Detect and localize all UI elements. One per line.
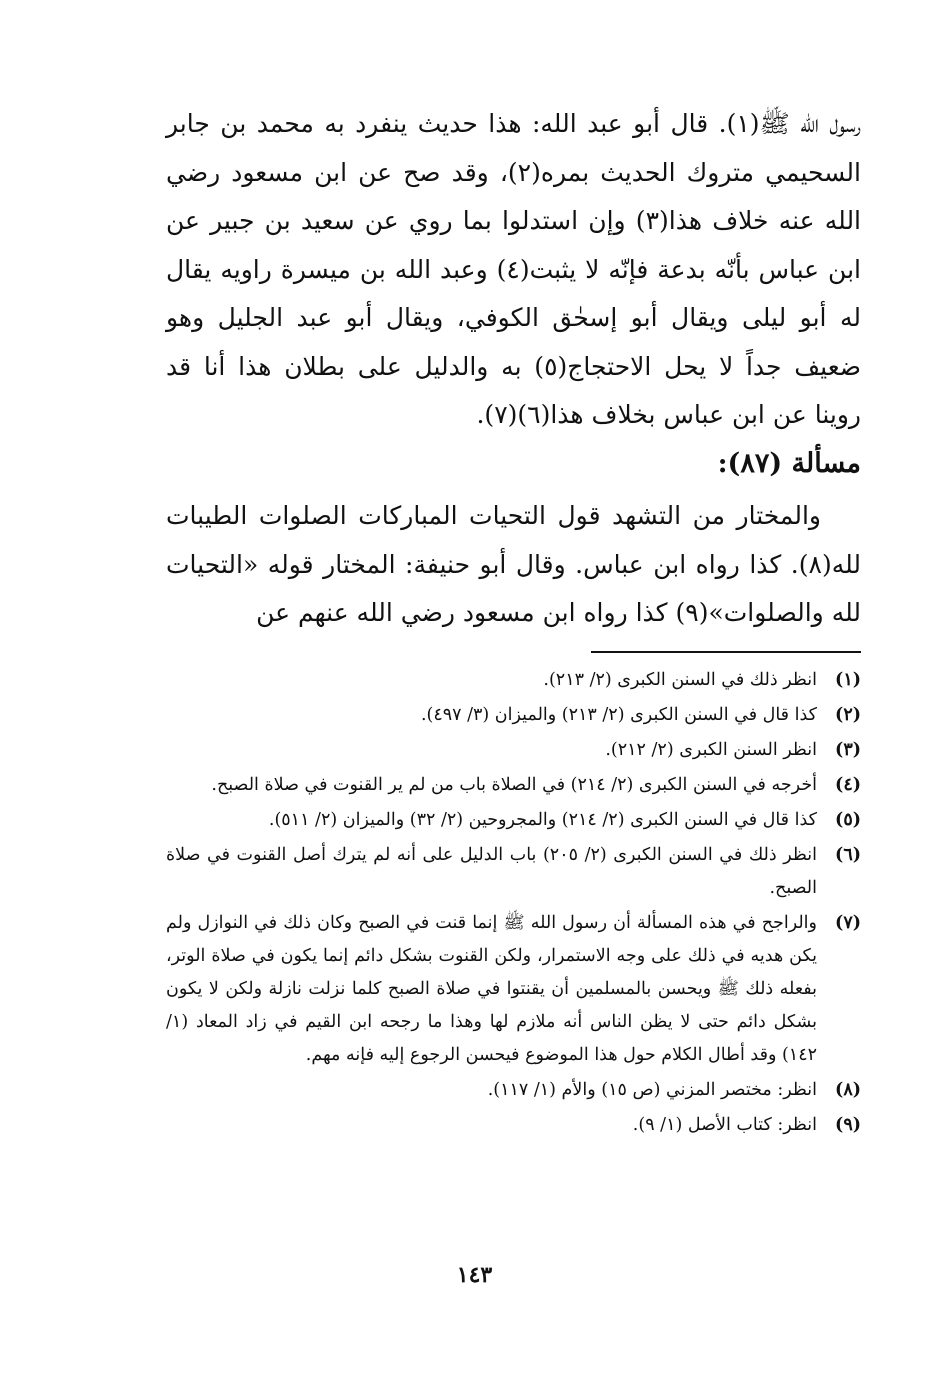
footnote xyxy=(166,1109,861,1142)
footnote-text: كذا قال في السنن الكبرى (٢/ ٢١٣) والميزان (٣/ ٤٩٧). xyxy=(420,705,817,725)
footnote-number: (٤) xyxy=(835,775,861,795)
footnote xyxy=(166,699,861,732)
footnote-text: انظر: كتاب الأصل (١/ ٩). xyxy=(632,1115,817,1135)
footnotes-list xyxy=(166,664,861,1144)
footnote-text: انظر: مختصر المزني (ص ١٥) والأم (١/ ١١٧). xyxy=(487,1080,817,1100)
main-paragraph-1 xyxy=(166,100,861,440)
footnote-text: كذا قال في السنن الكبرى (٢/ ٢١٤) والمجروحين (٢/ ٣٢) والميزان (٢/ ٥١١). xyxy=(268,810,817,830)
footnote-text: والراجح في هذه المسألة أن رسول الله ﷺ إنما قنت في الصبح وكان ذلك في النوازل ولم يكن هديه في ذلك على وجه الاستمرار، ولكن القنوت بشكل دائم إنما يكون في صلاة الوتر، بفعله ذلك ﷺ ويحسن بالمسلمين أن يقنتوا في صلاة الصبح كلما نزلت نازلة ولكن لا يكون بشكل دائم حتى لا يظن الناس أنه ملازم لها وهذا ما رجحه ابن القيم في زاد المعاد (١/ ١٤٢) وقد أطال الكلام حول هذا الموضوع فيحسن الرجوع إليه فإنه مهم. xyxy=(166,913,817,1065)
paragraph-text: رسول الله ﷺ(١). قال أبو عبد الله: هذا حديث ينفرد به محمد بن جابر السحيمي متروك الحديث بمره(٢)، وقد صح عن ابن مسعود رضي الله عنه خلاف هذا(٣) وإن استدلوا بما روي عن سعيد بن جبير عن ابن عباس بأنّه بدعة فإنّه لا يثبت(٤) وعبد الله بن ميسرة راويه يقال له أبو ليلى ويقال أبو إسحٰق الكوفي، ويقال أبو عبد الجليل وهو ضعيف جداً لا يحل الاحتجاج(٥) به والدليل على بطلان هذا أنا قد روينا عن ابن عباس بخلاف هذا(٦)(٧). xyxy=(166,109,862,429)
footnote xyxy=(166,1074,861,1107)
footnote xyxy=(166,907,861,1072)
footnote-text: انظر ذلك في السنن الكبرى (٢/ ٢١٣). xyxy=(543,670,817,690)
footnote-number: (٥) xyxy=(835,810,861,830)
footnote-text: انظر السنن الكبرى (٢/ ٢١٢). xyxy=(605,740,817,760)
paragraph-text: والمختار من التشهد قول التحيات المباركات الصلوات الطيبات لله(٨). كذا رواه ابن عباس. وقال أبو حنيفة: المختار قوله «التحيات لله والصلوات»(٩) كذا رواه ابن مسعود رضي الله عنهم عن xyxy=(166,501,861,627)
footnote-number: (٢) xyxy=(835,705,861,725)
footnote xyxy=(166,839,861,905)
footnote-number: (٩) xyxy=(835,1115,861,1135)
page-number: ١٤٣ xyxy=(456,1262,493,1288)
footnote-text: انظر ذلك في السنن الكبرى (٢/ ٢٠٥) باب الدليل على أنه لم يترك أصل القنوت في صلاة الصبح. xyxy=(166,845,817,898)
footnote-number: (١) xyxy=(835,670,861,690)
footnote-number: (٨) xyxy=(835,1080,861,1100)
footnote-separator xyxy=(591,651,861,653)
footnote-number: (٣) xyxy=(835,740,861,760)
footnote xyxy=(166,769,861,802)
footnote xyxy=(166,804,861,837)
footnote xyxy=(166,734,861,767)
footnote-text: أخرجه في السنن الكبرى (٢/ ٢١٤) في الصلاة باب من لم ير القنوت في صلاة الصبح. xyxy=(211,775,817,795)
footnote-number: (٦) xyxy=(835,845,861,865)
footnote-number: (٧) xyxy=(835,913,861,933)
main-paragraph-2 xyxy=(166,492,861,638)
section-heading: مسألة (٨٧): xyxy=(717,448,861,479)
footnote xyxy=(166,664,861,697)
